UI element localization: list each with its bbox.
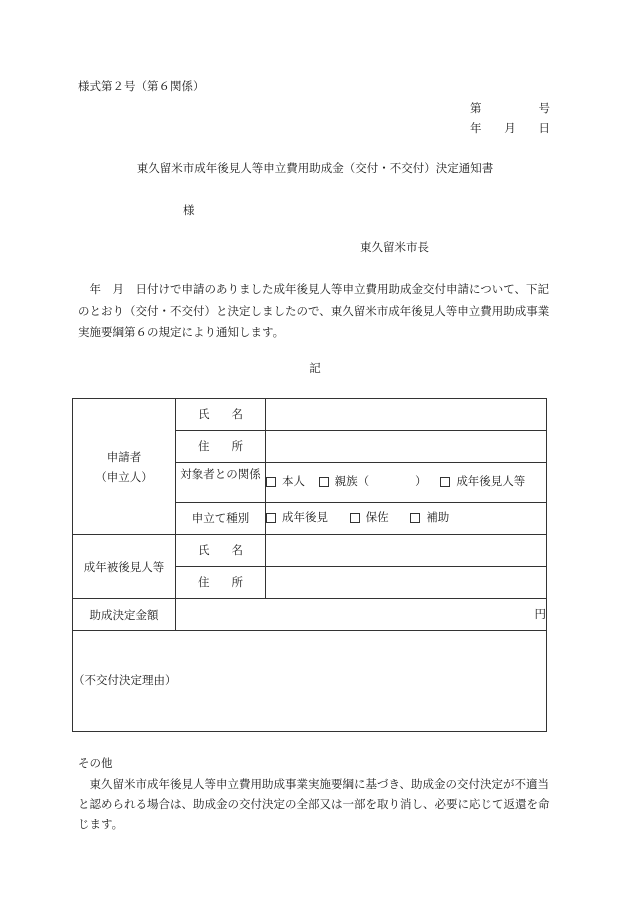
applicant-name-field[interactable] xyxy=(266,399,547,431)
applicant-group-sublabel: （申立人） xyxy=(95,469,153,484)
amount-unit: 円 xyxy=(534,606,546,621)
checkbox-icon[interactable] xyxy=(350,513,360,523)
ward-address-field[interactable] xyxy=(266,567,547,599)
relation-opt-relative[interactable]: 親族（ ） xyxy=(319,475,427,489)
reason-label: （不交付決定理由） xyxy=(73,673,177,688)
checkbox-icon[interactable] xyxy=(266,477,276,487)
number-suffix: 号 xyxy=(538,101,550,115)
document-number-line xyxy=(470,102,550,116)
relation-label: 対象者との関係 xyxy=(176,463,266,503)
other-heading: その他 xyxy=(78,756,113,770)
ward-address-label: 住 所 xyxy=(176,567,266,599)
applicant-group-label: 申請者 xyxy=(106,449,142,464)
ki-heading: 記 xyxy=(309,361,321,375)
applicant-group-cell xyxy=(73,399,176,535)
amount-field[interactable] xyxy=(176,599,547,631)
date-month: 月 xyxy=(504,121,516,135)
type-label: 申立て種別 xyxy=(176,503,266,535)
checkbox-icon[interactable] xyxy=(266,513,276,523)
checkbox-icon[interactable] xyxy=(440,477,450,487)
amount-label: 助成決定金額 xyxy=(73,599,176,631)
sender-name: 東久留米市長 xyxy=(360,240,429,254)
relation-opt-guardian[interactable]: 成年後見人等 xyxy=(440,475,525,489)
relation-opt-self[interactable]: 本人 xyxy=(266,475,305,489)
decision-table xyxy=(72,398,547,732)
type-opt-assistant[interactable]: 補助 xyxy=(410,511,449,525)
type-opt-guardian[interactable]: 成年後見 xyxy=(266,511,328,525)
ward-name-label: 氏 名 xyxy=(176,535,266,567)
relation-options xyxy=(266,463,547,503)
ward-group-label: 成年被後見人等 xyxy=(73,535,176,599)
type-options xyxy=(266,503,547,535)
applicant-name-label: 氏 名 xyxy=(176,399,266,431)
reason-field[interactable] xyxy=(73,631,547,732)
number-prefix: 第 xyxy=(470,101,482,115)
checkbox-icon[interactable] xyxy=(319,477,329,487)
notice-body: 年 月 日付けで申請のありました成年後見人等申立費用助成金交付申請について、下記のとおり（交付・不交付）と決定しましたので、東久留米市成年後見人等申立費用助成事業実施要綱第６の規定により通知します。 xyxy=(78,282,550,339)
applicant-address-field[interactable] xyxy=(266,431,547,463)
document-title: 東久留米市成年後見人等申立費用助成金（交付・不交付）決定通知書 xyxy=(136,161,494,175)
form-id: 様式第２号（第６関係） xyxy=(78,79,205,93)
recipient-suffix: 様 xyxy=(183,203,195,217)
date-year: 年 xyxy=(470,121,482,135)
type-opt-curator[interactable]: 保佐 xyxy=(350,511,389,525)
other-body: 東久留米市成年後見人等申立費用助成事業実施要綱に基づき、助成金の交付決定が不適当と認められる場合は、助成金の交付決定の全部又は一部を取り消し、必要に応じて返還を命じます。 xyxy=(78,777,550,831)
date-day: 日 xyxy=(538,121,550,135)
applicant-address-label: 住 所 xyxy=(176,431,266,463)
checkbox-icon[interactable] xyxy=(410,513,420,523)
issue-date-line xyxy=(470,122,550,136)
ward-name-field[interactable] xyxy=(266,535,547,567)
